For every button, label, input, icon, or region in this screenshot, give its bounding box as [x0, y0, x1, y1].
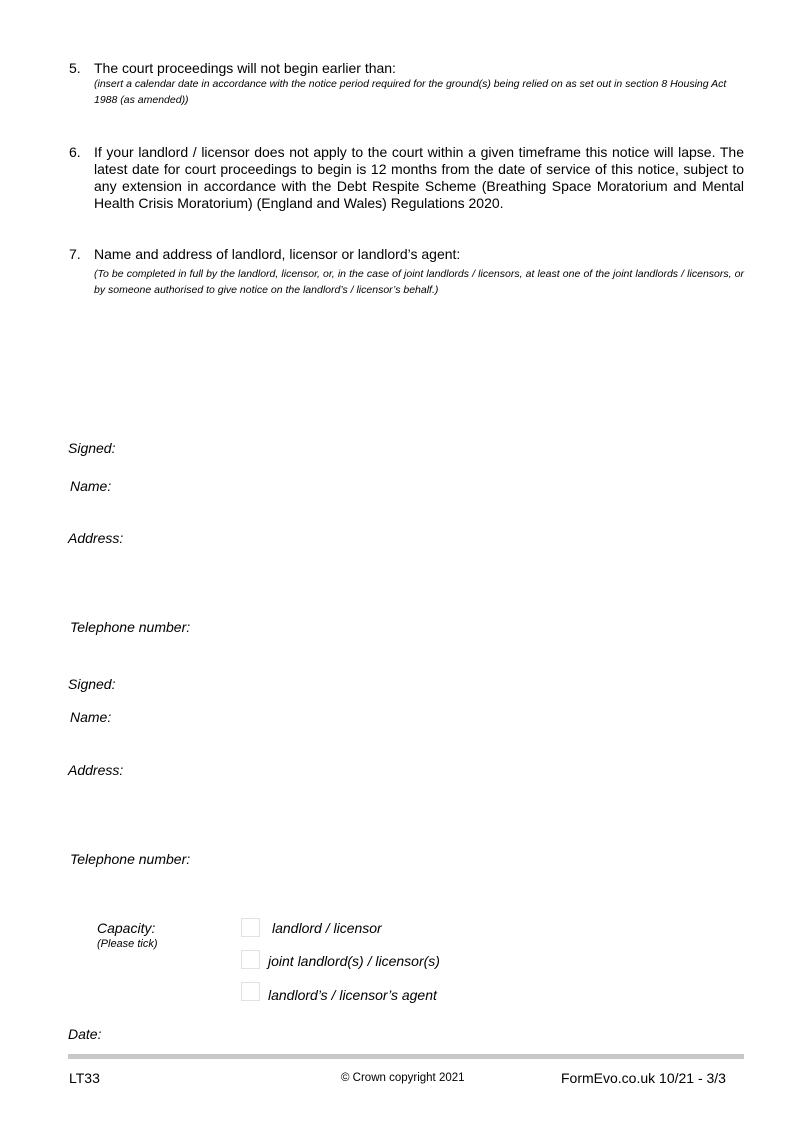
footer-divider	[68, 1054, 744, 1059]
signed-label-1: Signed:	[68, 440, 116, 456]
item-6-number: 6.	[69, 144, 81, 160]
item-6-text: If your landlord / licensor does not apply to the court within a given timeframe this notice will lapse. The latest date for court proceedings to begin is 12 months from the date of service of this notice, subject to any extension in accordance with the Debt Respite Scheme (Breathing Space Moratorium and Mental Health Crisis Moratorium) (England and Wales) Regulations 2020.	[94, 144, 744, 211]
item-5-text: The court proceedings will not begin earlier than:	[94, 60, 396, 76]
date-label: Date:	[68, 1026, 102, 1042]
address-label-1: Address:	[68, 530, 124, 546]
capacity-hint: (Please tick)	[97, 938, 158, 950]
name-label-1: Name:	[70, 478, 112, 494]
capacity-option-landlord: landlord / licensor	[272, 920, 382, 936]
item-7-note: (To be completed in full by the landlord, licensor, or, in the case of joint landlords / licensors, at least one of the joint landlords / licensors, or by someone authorised to give notice on the landlord’s / licensor’s behalf.)	[94, 268, 744, 296]
page-reference: FormEvo.co.uk 10/21 - 3/3	[561, 1070, 726, 1086]
capacity-checkbox-joint-landlord[interactable]	[241, 950, 260, 969]
telephone-label-1: Telephone number:	[70, 619, 191, 635]
item-7-number: 7.	[69, 246, 81, 262]
capacity-checkbox-landlord[interactable]	[241, 918, 260, 937]
capacity-option-agent: landlord’s / licensor’s agent	[268, 987, 437, 1003]
item-5-number: 5.	[69, 60, 81, 76]
capacity-label: Capacity:	[97, 920, 156, 936]
item-7-text: Name and address of landlord, licensor or landlord’s agent:	[94, 246, 461, 262]
form-code: LT33	[69, 1070, 100, 1086]
copyright: © Crown copyright 2021	[341, 1072, 465, 1084]
address-label-2: Address:	[68, 762, 124, 778]
capacity-checkbox-agent[interactable]	[241, 982, 260, 1001]
signed-label-2: Signed:	[68, 676, 116, 692]
name-label-2: Name:	[70, 709, 112, 725]
telephone-label-2: Telephone number:	[70, 851, 191, 867]
item-5-note: (insert a calendar date in accordance with the notice period required for the ground(s) being relied on as set out in section 8 Housing Act 1988 (as amended))	[94, 78, 727, 106]
capacity-option-joint-landlord: joint landlord(s) / licensor(s)	[268, 953, 440, 969]
